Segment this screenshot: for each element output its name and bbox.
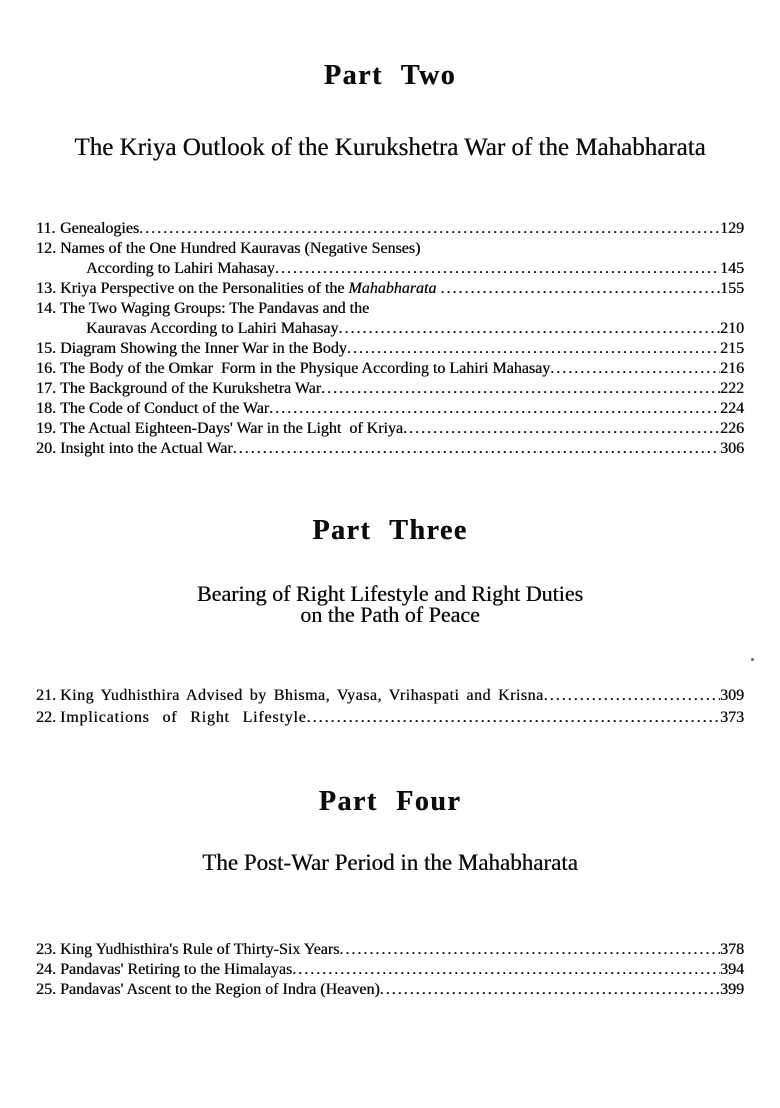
dot-leader [440,279,720,299]
subtitle-line: on the Path of Peace [300,602,480,627]
dot-leader [269,399,720,419]
toc-entry [36,419,744,439]
dot-leader [403,419,720,439]
dot-leader [275,259,720,279]
part-heading: Part Two [323,60,457,91]
entry-title: Genealogies [60,220,140,237]
part-heading: Part Four [318,786,462,817]
toc-entry [36,399,744,419]
section-part-four [0,786,780,1000]
entry-number: 20. [36,440,56,457]
entry-title: The Background of the Kurukshetra War [60,380,321,397]
entry-page-number: 215 [720,340,744,357]
toc-entry [36,219,744,239]
entry-number: 14. [36,300,56,317]
entry-page-number: 309 [720,687,744,704]
entry-title: Pandavas' Ascent to the Region of Indra (Heaven) [60,981,380,998]
toc-entry [36,707,744,729]
toc-entry [36,299,744,339]
entry-title: Pandavas' Retiring to the Himalayas [60,961,293,978]
entry-number: 13. [36,280,56,297]
part-subtitle [0,583,780,625]
dot-leader [321,379,720,399]
entry-title: Mahabharata [348,280,437,297]
entry-page-number: 226 [720,420,744,437]
entry-page-number: 306 [720,440,744,457]
subtitle-line: Bearing of Right Lifestyle and Right Duties [196,581,584,606]
entry-title: Kauravas According to Lahiri Mahasay [86,320,339,337]
section-part-three [0,515,780,729]
toc-list [0,685,780,729]
entry-number: 19. [36,420,56,437]
toc-entry [36,439,744,459]
dot-leader [338,319,720,339]
entry-number: 18. [36,400,56,417]
part-subtitle [0,133,780,163]
dot-leader [347,339,720,359]
entry-number: 24. [36,961,56,978]
entry-page-number: 155 [720,280,744,297]
toc-entry [36,239,744,279]
entry-number: 15. [36,340,56,357]
dot-leader [339,940,720,960]
entry-title: Implications of Right Lifestyle [60,709,307,726]
entry-title: The Actual Eighteen-Days' War in the Light of Kriya [60,420,403,437]
dot-leader [233,439,720,459]
entry-number: 23. [36,941,56,958]
toc-list [0,940,780,1000]
entry-title: The Code of Conduct of the War [60,400,270,417]
subtitle-line: The Kriya Outlook of the Kurukshetra War of the Mahabharata [74,134,706,161]
toc-entry [36,960,744,980]
toc-entry [36,685,744,707]
dot-leader [380,980,720,1000]
dot-leader [292,960,720,980]
toc-entry [36,279,744,299]
entry-page-number: 216 [720,360,744,377]
entry-title: Names of the One Hundred Kauravas (Negative Senses) [60,240,421,257]
toc-entry [36,980,744,1000]
scan-speck [751,658,754,661]
entry-title: King Yudhisthira's Rule of Thirty-Six Years [60,941,340,958]
entry-page-number: 222 [720,380,744,397]
entry-title: The Two Waging Groups: The Pandavas and the [60,300,370,317]
entry-number: 21. [36,687,56,704]
part-subtitle [0,849,780,876]
entry-number: 17. [36,380,56,397]
entry-title: The Body of the Omkar Form in the Physique According to Lahiri Mahasay [60,360,551,377]
entry-title: According to Lahiri Mahasay [86,260,275,277]
toc-entry [36,359,744,379]
dot-leader [307,707,720,729]
entry-page-number: 394 [720,961,744,978]
dot-leader [544,685,720,707]
part-heading: Part Three [312,515,468,546]
entry-page-number: 224 [720,400,744,417]
entry-title: Kriya Perspective on the Personalities of the [60,280,349,297]
entry-number: 25. [36,981,56,998]
subtitle-line: The Post-War Period in the Mahabharata [202,850,578,875]
entry-title: King Yudhisthira Advised by Bhisma, Vyasa, Vrihaspati and Krisna [60,687,544,704]
section-part-two [0,60,780,459]
toc-entry [36,339,744,359]
entry-number: 16. [36,360,56,377]
entry-page-number: 373 [720,709,744,726]
toc-entry [36,940,744,960]
toc-entry [36,379,744,399]
dot-leader [550,359,720,379]
entry-number: 22. [36,709,56,726]
entry-page-number: 145 [720,260,744,277]
entry-title: Insight into the Actual War [60,440,233,457]
entry-page-number: 129 [720,220,744,237]
entry-page-number: 210 [720,320,744,337]
entry-page-number: 399 [720,981,744,998]
entry-title: Diagram Showing the Inner War in the Body [60,340,347,357]
entry-page-number: 378 [720,941,744,958]
toc-list [0,219,780,459]
entry-number: 11. [36,220,56,237]
dot-leader [139,219,720,239]
entry-number: 12. [36,240,56,257]
